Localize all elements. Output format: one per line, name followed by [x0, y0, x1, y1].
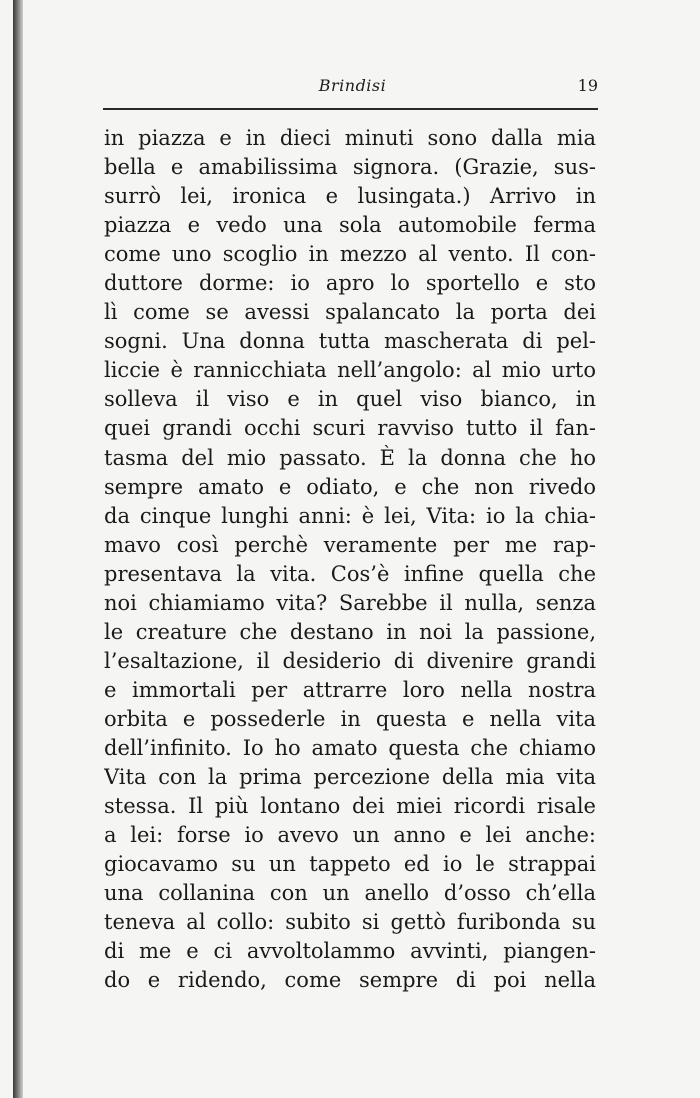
running-title: Brindisi	[318, 76, 387, 95]
text-line: come uno scoglio in mezzo al vento. Il con-	[104, 242, 596, 267]
text-line: tasma del mio passato. È la donna che ho	[104, 445, 596, 470]
text-line: liccie è rannicchiata nell’angolo: al mio urto	[104, 358, 596, 383]
text-line: l’esaltazione, il desiderio di divenire grandi	[104, 648, 596, 673]
body-text	[104, 124, 596, 995]
header-rule	[103, 108, 598, 110]
text-line: mavo così perchè veramente per me rap-	[104, 532, 596, 557]
text-line: in piazza e in dieci minuti sono dalla mia	[104, 126, 596, 150]
page-number: 19	[577, 76, 598, 95]
page-header	[107, 76, 598, 100]
text-line: quei grandi occhi scuri ravviso tutto il fan-	[104, 416, 596, 441]
text-line: solleva il viso e in quel viso bianco, in	[104, 387, 596, 412]
text-line: a lei: forse io avevo un anno e lei anche:	[104, 823, 596, 848]
text-line: surrò lei, ironica e lusingata.) Arrivo in	[104, 184, 596, 209]
text-line: orbita e possederle in questa e nella vita	[104, 706, 596, 731]
text-line: duttore dorme: io apro lo sportello e sto	[104, 271, 596, 296]
text-line: bella e amabilissima signora. (Grazie, sus-	[104, 155, 596, 180]
page-binding-edge	[13, 0, 23, 1098]
text-line: piazza e vedo una sola automobile ferma	[104, 213, 596, 238]
text-line: giocavamo su un tappeto ed io le strappai	[104, 852, 596, 877]
text-line: di me e ci avvoltolammo avvinti, piangen-	[104, 939, 596, 964]
text-line: dell’infinito. Io ho amato questa che chiamo	[104, 735, 596, 760]
text-line: sempre amato e odiato, e che non rivedo	[104, 474, 596, 499]
text-line: da cinque lunghi anni: è lei, Vita: io la chia-	[104, 503, 596, 528]
text-line: do e ridendo, come sempre di poi nella	[104, 968, 596, 993]
text-line: Vita con la prima percezione della mia vita	[104, 765, 596, 790]
text-line: teneva al collo: subito si gettò furibonda su	[104, 910, 596, 935]
text-line: stessa. Il più lontano dei miei ricordi risale	[104, 794, 596, 819]
text-line: noi chiamiamo vita? Sarebbe il nulla, senza	[104, 590, 596, 615]
text-line: e immortali per attrarre loro nella nostra	[104, 677, 596, 702]
text-line: lì come se avessi spalancato la porta dei	[104, 300, 596, 325]
text-line: sogni. Una donna tutta mascherata di pel-	[104, 329, 596, 354]
text-line: le creature che destano in noi la passione,	[104, 619, 596, 644]
text-line: presentava la vita. Cos’è infine quella che	[104, 561, 596, 586]
text-line: una collanina con un anello d’osso ch’ella	[104, 881, 596, 906]
